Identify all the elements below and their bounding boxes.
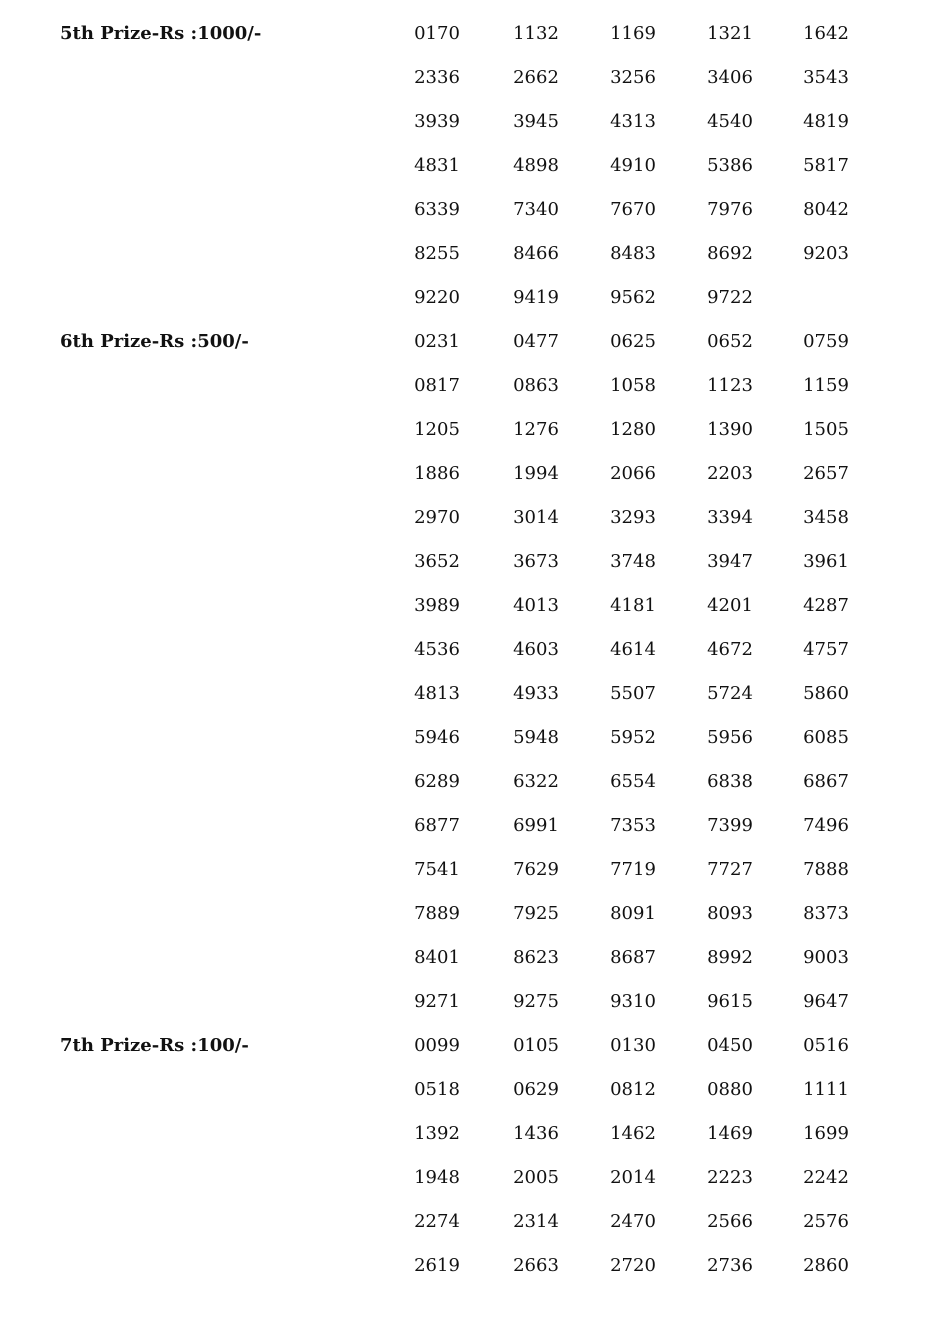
winning-ticket-number: 0625 [610,331,656,352]
winning-ticket-number: 0817 [414,375,460,396]
winning-ticket-number: 5948 [513,727,559,748]
winning-ticket-number: 1505 [803,419,849,440]
winning-ticket-number: 0812 [610,1079,656,1100]
winning-ticket-number: 6289 [414,771,460,792]
winning-ticket-number: 1392 [414,1123,460,1144]
winning-ticket-number: 8483 [610,243,656,264]
winning-ticket-number: 9203 [803,243,849,264]
prize-number-row [0,585,937,629]
winning-ticket-number: 6991 [513,815,559,836]
prize-number-row [0,1201,937,1245]
winning-ticket-number: 8466 [513,243,559,264]
winning-ticket-number: 6085 [803,727,849,748]
winning-ticket-number: 1886 [414,463,460,484]
winning-ticket-number: 5724 [707,683,753,704]
winning-ticket-number: 3939 [414,111,460,132]
winning-ticket-number: 2223 [707,1167,753,1188]
winning-ticket-number: 4831 [414,155,460,176]
winning-ticket-number: 9271 [414,991,460,1012]
winning-ticket-number: 3458 [803,507,849,528]
winning-ticket-number: 4819 [803,111,849,132]
winning-ticket-number: 2663 [513,1255,559,1276]
winning-ticket-number: 0105 [513,1035,559,1056]
winning-ticket-number: 0863 [513,375,559,396]
winning-ticket-number: 1994 [513,463,559,484]
winning-ticket-number: 1132 [513,23,559,44]
winning-ticket-number: 1462 [610,1123,656,1144]
prize-number-row [0,761,937,805]
winning-ticket-number: 6322 [513,771,559,792]
prize-number-row [0,673,937,717]
prize-number-row [0,101,937,145]
winning-ticket-number: 4933 [513,683,559,704]
winning-ticket-number: 7399 [707,815,753,836]
winning-ticket-number: 7727 [707,859,753,880]
winning-ticket-number: 4181 [610,595,656,616]
winning-ticket-number: 2066 [610,463,656,484]
winning-ticket-number: 6339 [414,199,460,220]
winning-ticket-number: 4013 [513,595,559,616]
winning-ticket-number: 1390 [707,419,753,440]
winning-ticket-number: 9310 [610,991,656,1012]
winning-ticket-number: 1205 [414,419,460,440]
winning-ticket-number: 3748 [610,551,656,572]
winning-ticket-number: 8623 [513,947,559,968]
winning-ticket-number: 2014 [610,1167,656,1188]
winning-ticket-number: 7340 [513,199,559,220]
winning-ticket-number: 9275 [513,991,559,1012]
prize-number-row [0,849,937,893]
winning-ticket-number: 2720 [610,1255,656,1276]
winning-ticket-number: 8687 [610,947,656,968]
winning-ticket-number: 1699 [803,1123,849,1144]
winning-ticket-number: 0652 [707,331,753,352]
winning-ticket-number: 5860 [803,683,849,704]
winning-ticket-number: 8255 [414,243,460,264]
winning-ticket-number: 6877 [414,815,460,836]
winning-ticket-number: 4536 [414,639,460,660]
winning-ticket-number: 5817 [803,155,849,176]
winning-ticket-number: 1276 [513,419,559,440]
winning-ticket-number: 1948 [414,1167,460,1188]
winning-ticket-number: 7889 [414,903,460,924]
prize-number-row [0,189,937,233]
winning-ticket-number: 8401 [414,947,460,968]
winning-ticket-number: 3293 [610,507,656,528]
winning-ticket-number: 8042 [803,199,849,220]
winning-ticket-number: 1123 [707,375,753,396]
winning-ticket-number: 2662 [513,67,559,88]
winning-ticket-number: 1058 [610,375,656,396]
winning-ticket-number: 0099 [414,1035,460,1056]
winning-ticket-number: 5946 [414,727,460,748]
prize-results-list [0,13,937,1289]
winning-ticket-number: 0450 [707,1035,753,1056]
winning-ticket-number: 5507 [610,683,656,704]
winning-ticket-number: 0130 [610,1035,656,1056]
winning-ticket-number: 4672 [707,639,753,660]
winning-ticket-number: 8692 [707,243,753,264]
winning-ticket-number: 9562 [610,287,656,308]
winning-ticket-number: 4898 [513,155,559,176]
prize-number-row [0,321,937,365]
prize-number-row [0,1069,937,1113]
winning-ticket-number: 4201 [707,595,753,616]
prize-tier-label: 7th Prize-Rs :100/- [60,1035,249,1056]
winning-ticket-number: 2336 [414,67,460,88]
winning-ticket-number: 3543 [803,67,849,88]
winning-ticket-number: 4757 [803,639,849,660]
winning-ticket-number: 5952 [610,727,656,748]
winning-ticket-number: 3947 [707,551,753,572]
prize-number-row [0,409,937,453]
winning-ticket-number: 2576 [803,1211,849,1232]
winning-ticket-number: 3394 [707,507,753,528]
winning-ticket-number: 1111 [803,1079,849,1100]
prize-number-row [0,365,937,409]
prize-number-row [0,981,937,1025]
winning-ticket-number: 2314 [513,1211,559,1232]
prize-tier-label: 5th Prize-Rs :1000/- [60,23,262,44]
winning-ticket-number: 4603 [513,639,559,660]
prize-number-row [0,497,937,541]
winning-ticket-number: 7888 [803,859,849,880]
winning-ticket-number: 0170 [414,23,460,44]
winning-ticket-number: 0759 [803,331,849,352]
winning-ticket-number: 9722 [707,287,753,308]
winning-ticket-number: 2619 [414,1255,460,1276]
prize-number-row [0,629,937,673]
winning-ticket-number: 3256 [610,67,656,88]
winning-ticket-number: 5956 [707,727,753,748]
winning-ticket-number: 2470 [610,1211,656,1232]
winning-ticket-number: 7629 [513,859,559,880]
winning-ticket-number: 2203 [707,463,753,484]
winning-ticket-number: 2970 [414,507,460,528]
winning-ticket-number: 4540 [707,111,753,132]
winning-ticket-number: 8373 [803,903,849,924]
prize-number-row [0,805,937,849]
prize-number-row [0,893,937,937]
winning-ticket-number: 1642 [803,23,849,44]
winning-ticket-number: 3961 [803,551,849,572]
winning-ticket-number: 2860 [803,1255,849,1276]
winning-ticket-number: 2274 [414,1211,460,1232]
winning-ticket-number: 7353 [610,815,656,836]
winning-ticket-number: 6867 [803,771,849,792]
winning-ticket-number: 3014 [513,507,559,528]
winning-ticket-number: 4910 [610,155,656,176]
winning-ticket-number: 9003 [803,947,849,968]
winning-ticket-number: 8093 [707,903,753,924]
winning-ticket-number: 1436 [513,1123,559,1144]
winning-ticket-number: 3989 [414,595,460,616]
prize-number-row [0,233,937,277]
prize-number-row [0,1157,937,1201]
winning-ticket-number: 4313 [610,111,656,132]
prize-number-row [0,1025,937,1069]
prize-number-row [0,453,937,497]
winning-ticket-number: 4287 [803,595,849,616]
winning-ticket-number: 4813 [414,683,460,704]
winning-ticket-number: 1469 [707,1123,753,1144]
prize-number-row [0,1113,937,1157]
prize-number-row [0,717,937,761]
winning-ticket-number: 0516 [803,1035,849,1056]
winning-ticket-number: 3945 [513,111,559,132]
winning-ticket-number: 9419 [513,287,559,308]
winning-ticket-number: 2005 [513,1167,559,1188]
prize-number-row [0,937,937,981]
prize-number-row [0,541,937,585]
winning-ticket-number: 4614 [610,639,656,660]
winning-ticket-number: 7670 [610,199,656,220]
winning-ticket-number: 2657 [803,463,849,484]
winning-ticket-number: 7496 [803,815,849,836]
winning-ticket-number: 1169 [610,23,656,44]
winning-ticket-number: 8992 [707,947,753,968]
winning-ticket-number: 6554 [610,771,656,792]
winning-ticket-number: 6838 [707,771,753,792]
winning-ticket-number: 7925 [513,903,559,924]
winning-ticket-number: 9220 [414,287,460,308]
winning-ticket-number: 0629 [513,1079,559,1100]
winning-ticket-number: 0518 [414,1079,460,1100]
winning-ticket-number: 9615 [707,991,753,1012]
winning-ticket-number: 3406 [707,67,753,88]
winning-ticket-number: 0477 [513,331,559,352]
winning-ticket-number: 1321 [707,23,753,44]
winning-ticket-number: 7541 [414,859,460,880]
prize-tier-label: 6th Prize-Rs :500/- [60,331,249,352]
winning-ticket-number: 2566 [707,1211,753,1232]
winning-ticket-number: 5386 [707,155,753,176]
winning-ticket-number: 3652 [414,551,460,572]
prize-number-row [0,145,937,189]
winning-ticket-number: 0880 [707,1079,753,1100]
winning-ticket-number: 3673 [513,551,559,572]
winning-ticket-number: 2242 [803,1167,849,1188]
winning-ticket-number: 1280 [610,419,656,440]
prize-number-row [0,1245,937,1289]
winning-ticket-number: 7976 [707,199,753,220]
prize-number-row [0,57,937,101]
prize-number-row [0,13,937,57]
winning-ticket-number: 2736 [707,1255,753,1276]
winning-ticket-number: 8091 [610,903,656,924]
winning-ticket-number: 0231 [414,331,460,352]
winning-ticket-number: 9647 [803,991,849,1012]
winning-ticket-number: 1159 [803,375,849,396]
winning-ticket-number: 7719 [610,859,656,880]
prize-number-row [0,277,937,321]
